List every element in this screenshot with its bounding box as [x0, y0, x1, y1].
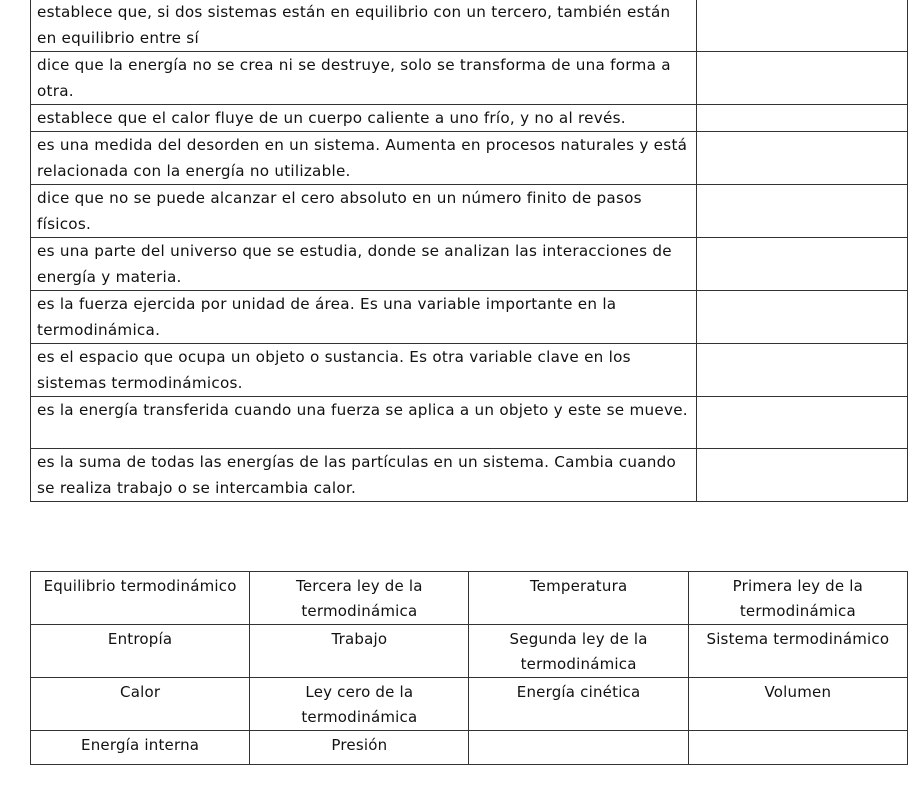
- definitions-table: [30, 0, 908, 502]
- definition-text: es la energía transferida cuando una fuerza se aplica a un objeto y este se mueve.: [31, 397, 697, 449]
- word-bank-term: Volumen: [688, 678, 907, 731]
- definition-text: es la suma de todas las energías de las partículas en un sistema. Cambia cuando se realiza trabajo o se intercambia calor.: [31, 449, 697, 502]
- word-bank-empty-cell: [688, 731, 907, 765]
- word-bank-empty-cell: [469, 731, 688, 765]
- answer-cell[interactable]: [697, 185, 908, 238]
- word-bank-term: Tercera ley de la termodinámica: [250, 572, 469, 625]
- word-bank-row: [31, 678, 908, 731]
- definition-text: es el espacio que ocupa un objeto o sustancia. Es otra variable clave en los sistemas termodinámicos.: [31, 344, 697, 397]
- definition-text: dice que no se puede alcanzar el cero absoluto en un número finito de pasos físicos.: [31, 185, 697, 238]
- definition-text: es la fuerza ejercida por unidad de área. Es una variable importante en la termodinámica.: [31, 291, 697, 344]
- definition-text: establece que, si dos sistemas están en equilibrio con un tercero, también están en equilibrio entre sí: [31, 0, 697, 52]
- word-bank-term: Presión: [250, 731, 469, 765]
- word-bank-term: Trabajo: [250, 625, 469, 678]
- definition-row: [31, 397, 908, 449]
- definition-row: [31, 291, 908, 344]
- definition-text: establece que el calor fluye de un cuerpo caliente a uno frío, y no al revés.: [31, 105, 697, 132]
- definition-row: [31, 185, 908, 238]
- word-bank-term: Energía interna: [31, 731, 250, 765]
- answer-cell[interactable]: [697, 0, 908, 52]
- word-bank-term: Segunda ley de la termodinámica: [469, 625, 688, 678]
- definition-row: [31, 105, 908, 132]
- word-bank-term: Temperatura: [469, 572, 688, 625]
- word-bank-term: Sistema termodinámico: [688, 625, 907, 678]
- definition-row: [31, 344, 908, 397]
- answer-cell[interactable]: [697, 344, 908, 397]
- answer-cell[interactable]: [697, 449, 908, 502]
- definition-text: dice que la energía no se crea ni se destruye, solo se transforma de una forma a otra.: [31, 52, 697, 105]
- word-bank-term: Ley cero de la termodinámica: [250, 678, 469, 731]
- definition-row: [31, 238, 908, 291]
- word-bank-row: [31, 625, 908, 678]
- word-bank-row: [31, 572, 908, 625]
- word-bank-term: Entropía: [31, 625, 250, 678]
- word-bank-term: Primera ley de la termodinámica: [688, 572, 907, 625]
- definition-row: [31, 52, 908, 105]
- word-bank-term: Energía cinética: [469, 678, 688, 731]
- answer-cell[interactable]: [697, 397, 908, 449]
- definition-text: es una medida del desorden en un sistema. Aumenta en procesos naturales y está relacionada con la energía no utilizable.: [31, 132, 697, 185]
- word-bank-term: Equilibrio termodinámico: [31, 572, 250, 625]
- definition-row: [31, 132, 908, 185]
- answer-cell[interactable]: [697, 291, 908, 344]
- definition-row: [31, 0, 908, 52]
- answer-cell[interactable]: [697, 132, 908, 185]
- definition-row: [31, 449, 908, 502]
- answer-cell[interactable]: [697, 52, 908, 105]
- word-bank-table: [30, 571, 908, 765]
- word-bank-row: [31, 731, 908, 765]
- answer-cell[interactable]: [697, 105, 908, 132]
- word-bank-term: Calor: [31, 678, 250, 731]
- definition-text: es una parte del universo que se estudia, donde se analizan las interacciones de energía y materia.: [31, 238, 697, 291]
- answer-cell[interactable]: [697, 238, 908, 291]
